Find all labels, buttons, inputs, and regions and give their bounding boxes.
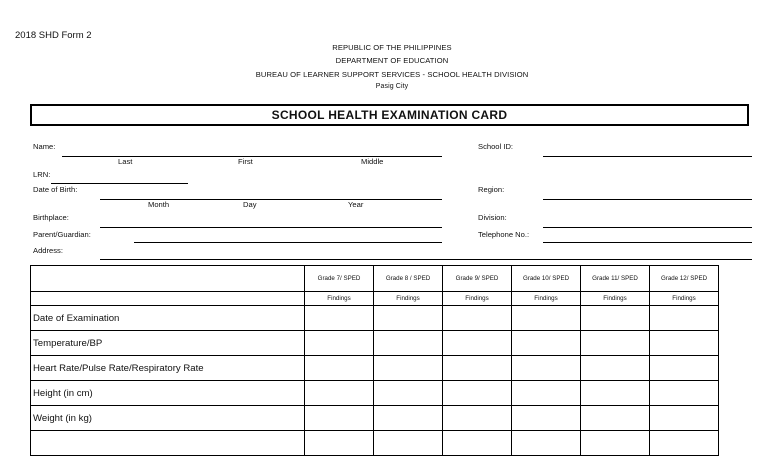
- dob-year-caption: Year: [348, 200, 364, 209]
- blank-header-cell: [31, 266, 305, 292]
- findings-cell[interactable]: [650, 331, 719, 356]
- school-id-label: School ID:: [478, 142, 514, 151]
- findings-header: Findings: [581, 292, 650, 306]
- findings-cell[interactable]: [374, 381, 443, 406]
- findings-cell[interactable]: [512, 431, 581, 456]
- findings-cell[interactable]: [305, 306, 374, 331]
- name-label: Name:: [33, 142, 56, 151]
- row-label-temperature-bp: Temperature/BP: [31, 331, 305, 356]
- address-field[interactable]: [100, 259, 752, 260]
- findings-cell[interactable]: [374, 431, 443, 456]
- findings-header: Findings: [512, 292, 581, 306]
- table-row: [31, 331, 719, 356]
- telephone-field[interactable]: [543, 242, 752, 243]
- findings-header: Findings: [650, 292, 719, 306]
- grade-10-header: Grade 10/ SPED: [512, 266, 581, 292]
- findings-cell[interactable]: [443, 306, 512, 331]
- birthplace-field[interactable]: [100, 227, 442, 228]
- telephone-label: Telephone No.:: [478, 230, 530, 239]
- findings-cell[interactable]: [581, 306, 650, 331]
- table-row: [31, 356, 719, 381]
- findings-cell[interactable]: [305, 331, 374, 356]
- findings-cell[interactable]: [512, 356, 581, 381]
- grade-8-header: Grade 8 / SPED: [374, 266, 443, 292]
- findings-cell[interactable]: [512, 406, 581, 431]
- row-label-height: Height (in cm): [31, 381, 305, 406]
- lrn-field[interactable]: [51, 183, 188, 184]
- dob-month-caption: Month: [148, 200, 170, 209]
- table-row: [31, 381, 719, 406]
- row-label-date-of-examination: Date of Examination: [31, 306, 305, 331]
- address-label: Address:: [33, 246, 63, 255]
- division-field[interactable]: [543, 227, 752, 228]
- guardian-label: Parent/Guardian:: [33, 230, 91, 239]
- findings-cell[interactable]: [305, 406, 374, 431]
- findings-cell[interactable]: [374, 406, 443, 431]
- findings-cell[interactable]: [512, 306, 581, 331]
- table-row-partial: [31, 431, 719, 456]
- findings-cell[interactable]: [305, 381, 374, 406]
- division-label: Division:: [478, 213, 507, 222]
- findings-cell[interactable]: [443, 356, 512, 381]
- card-title: SCHOOL HEALTH EXAMINATION CARD: [30, 104, 749, 126]
- grade-11-header: Grade 11/ SPED: [581, 266, 650, 292]
- findings-cell[interactable]: [650, 381, 719, 406]
- findings-header-row: [31, 292, 719, 306]
- findings-cell[interactable]: [443, 381, 512, 406]
- findings-cell[interactable]: [581, 431, 650, 456]
- name-last-caption: Last: [118, 157, 133, 166]
- findings-header: Findings: [374, 292, 443, 306]
- blank-findings-cell: [31, 292, 305, 306]
- dob-label: Date of Birth:: [33, 185, 78, 194]
- region-label: Region:: [478, 185, 505, 194]
- region-field[interactable]: [543, 199, 752, 200]
- findings-cell[interactable]: [443, 331, 512, 356]
- findings-cell[interactable]: [650, 431, 719, 456]
- findings-cell[interactable]: [443, 406, 512, 431]
- findings-cell[interactable]: [650, 306, 719, 331]
- form-number: 2018 SHD Form 2: [15, 30, 92, 41]
- header-bureau: BUREAU OF LEARNER SUPPORT SERVICES - SCHOOL HEALTH DIVISION: [255, 70, 529, 79]
- row-label-heart-rate: Heart Rate/Pulse Rate/Respiratory Rate: [31, 356, 305, 381]
- examination-table: [30, 265, 719, 456]
- findings-cell[interactable]: [374, 356, 443, 381]
- findings-cell[interactable]: [581, 406, 650, 431]
- name-first-caption: First: [238, 157, 253, 166]
- grade-12-header: Grade 12/ SPED: [650, 266, 719, 292]
- row-label-cut-off: [31, 431, 305, 456]
- header-department: DEPARTMENT OF EDUCATION: [335, 56, 449, 65]
- grade-header-row: [31, 266, 719, 292]
- findings-cell[interactable]: [512, 381, 581, 406]
- guardian-field[interactable]: [134, 242, 442, 243]
- grade-7-header: Grade 7/ SPED: [305, 266, 374, 292]
- findings-cell[interactable]: [512, 331, 581, 356]
- header-republic: REPUBLIC OF THE PHILIPPINES: [332, 43, 452, 52]
- grade-9-header: Grade 9/ SPED: [443, 266, 512, 292]
- findings-cell[interactable]: [650, 406, 719, 431]
- school-id-field[interactable]: [543, 156, 752, 157]
- findings-header: Findings: [305, 292, 374, 306]
- row-label-weight: Weight (in kg): [31, 406, 305, 431]
- findings-cell[interactable]: [305, 356, 374, 381]
- findings-header: Findings: [443, 292, 512, 306]
- table-row: [31, 306, 719, 331]
- lrn-label: LRN:: [33, 170, 51, 179]
- findings-cell[interactable]: [650, 356, 719, 381]
- birthplace-label: Birthplace:: [33, 213, 69, 222]
- table-row: [31, 406, 719, 431]
- findings-cell[interactable]: [305, 431, 374, 456]
- findings-cell[interactable]: [443, 431, 512, 456]
- findings-cell[interactable]: [374, 306, 443, 331]
- findings-cell[interactable]: [581, 356, 650, 381]
- findings-cell[interactable]: [374, 331, 443, 356]
- findings-cell[interactable]: [581, 381, 650, 406]
- header-city: Pasig City: [375, 83, 409, 90]
- dob-day-caption: Day: [243, 200, 257, 209]
- name-middle-caption: Middle: [361, 157, 384, 166]
- findings-cell[interactable]: [581, 331, 650, 356]
